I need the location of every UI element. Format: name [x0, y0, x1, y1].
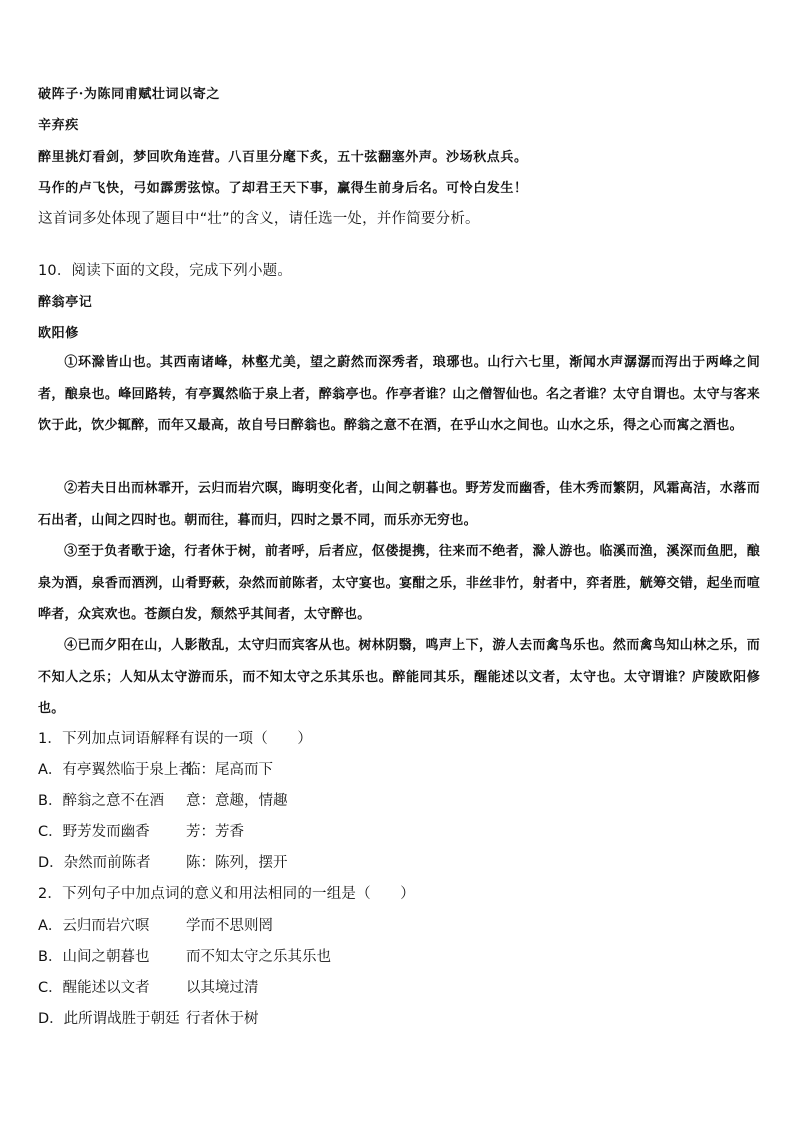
option-gloss: 意：意趣，情趣 [186, 793, 288, 809]
option-compare: 而不知太守之乐其乐也 [186, 949, 331, 965]
option-gloss: 陈：陈列，摆开 [186, 855, 288, 871]
subquestion-2-option-c [38, 976, 259, 997]
option-text: B．山间之朝暮也 [38, 949, 150, 965]
option-text: A．云归而岩穴暝 [38, 918, 150, 934]
subquestion-1-option-a [38, 758, 273, 779]
option-text: A．有亭翼然临于泉上者 [38, 762, 193, 778]
subquestion-2-option-b [38, 945, 331, 966]
option-compare: 学而不思则罔 [186, 918, 273, 934]
essay-author: 欧阳修 [38, 326, 79, 341]
poem-question: 这首词多处体现了题目中“壮”的含义，请任选一处，并作简要分析。 [38, 211, 480, 227]
subquestion-1-option-d [38, 851, 288, 872]
option-text: C．野芳发而幽香 [38, 824, 150, 840]
option-text: C．醒能述以文者 [38, 980, 150, 996]
question-10-prompt: 10．阅读下面的文段，完成下列小题。 [38, 263, 293, 279]
subquestion-2-option-d [38, 1007, 259, 1028]
essay-paragraph-1 [38, 347, 760, 442]
poem-line-1: 醉里挑灯看剑，梦回吹角连营。八百里分麾下炙，五十弦翻塞外声。沙场秋点兵。 [38, 150, 528, 165]
subquestion-1-option-b [38, 789, 288, 810]
essay-paragraph-4 [38, 630, 760, 725]
option-compare: 以其境过清 [186, 980, 259, 996]
essay-paragraph-3 [38, 536, 760, 631]
subquestion-1-stem: 1．下列加点词语解释有误的一项（ ） [38, 731, 313, 747]
option-gloss: 临：尾高而下 [186, 762, 273, 778]
subquestion-1-option-c [38, 820, 244, 841]
option-text: B．醉翁之意不在酒 [38, 793, 164, 809]
poem-author: 辛弃疾 [38, 118, 79, 133]
option-text: D．此所谓战胜于朝廷 [38, 1011, 180, 1027]
subquestion-2-option-a [38, 914, 273, 935]
essay-title: 醉翁亭记 [38, 295, 93, 310]
option-gloss: 芳：芳香 [186, 824, 244, 840]
subquestion-2-stem: 2．下列句子中加点词的意义和用法相同的一组是（ ） [38, 886, 415, 902]
essay-paragraph-2 [38, 473, 760, 536]
essay-paragraph-2-text: ②若夫日出而林霏开，云归而岩穴暝，晦明变化者，山间之朝暮也。野芳发而幽香，佳木秀而繁阴，风霜高洁，水落而石出者，山间之四时也。朝而往，暮而归，四时之景不同，而乐亦无穷也。 [38, 481, 760, 528]
option-text: D．杂然而前陈者 [38, 855, 151, 871]
essay-paragraph-1-text: ①环滁皆山也。其西南诸峰，林壑尤美，望之蔚然而深秀者，琅琊也。山行六七里，渐闻水声潺潺而泻出于两峰之间者，酿泉也。峰回路转，有亭翼然临于泉上者，醉翁亭也。作亭者谁？山之僧智仙也。名之者谁？太守自谓也。太守与客来饮于此，饮少辄醉，而年又最高，故自号曰醉翁也。醉翁之意不在酒，在乎山水之间也。山水之乐，得之心而寓之酒也。 [38, 355, 760, 433]
poem-line-2: 马作的卢飞快，弓如霹雳弦惊。了却君王天下事，赢得生前身后名。可怜白发生！ [38, 181, 528, 196]
poem-title: 破阵子·为陈同甫赋壮词以寄之 [38, 87, 220, 102]
option-compare: 行者休于树 [186, 1011, 259, 1027]
essay-paragraph-4-text: ④已而夕阳在山，人影散乱，太守归而宾客从也。树林阴翳，鸣声上下，游人去而禽鸟乐也。然而禽鸟知山林之乐，而不知人之乐；人知从太守游而乐，而不知太守之乐其乐也。醉能同其乐，醒能述以文者，太守也。太守谓谁？庐陵欧阳修也。 [38, 638, 760, 716]
essay-paragraph-3-text: ③至于负者歌于途，行者休于树，前者呼，后者应，伛偻提携，往来而不绝者，滁人游也。临溪而渔，溪深而鱼肥，酿泉为酒，泉香而酒洌，山肴野蔌，杂然而前陈者，太守宴也。宴酣之乐，非丝非竹，射者中，弈者胜，觥筹交错，起坐而喧哗者，众宾欢也。苍颜白发，颓然乎其间者，太守醉也。 [38, 544, 760, 622]
